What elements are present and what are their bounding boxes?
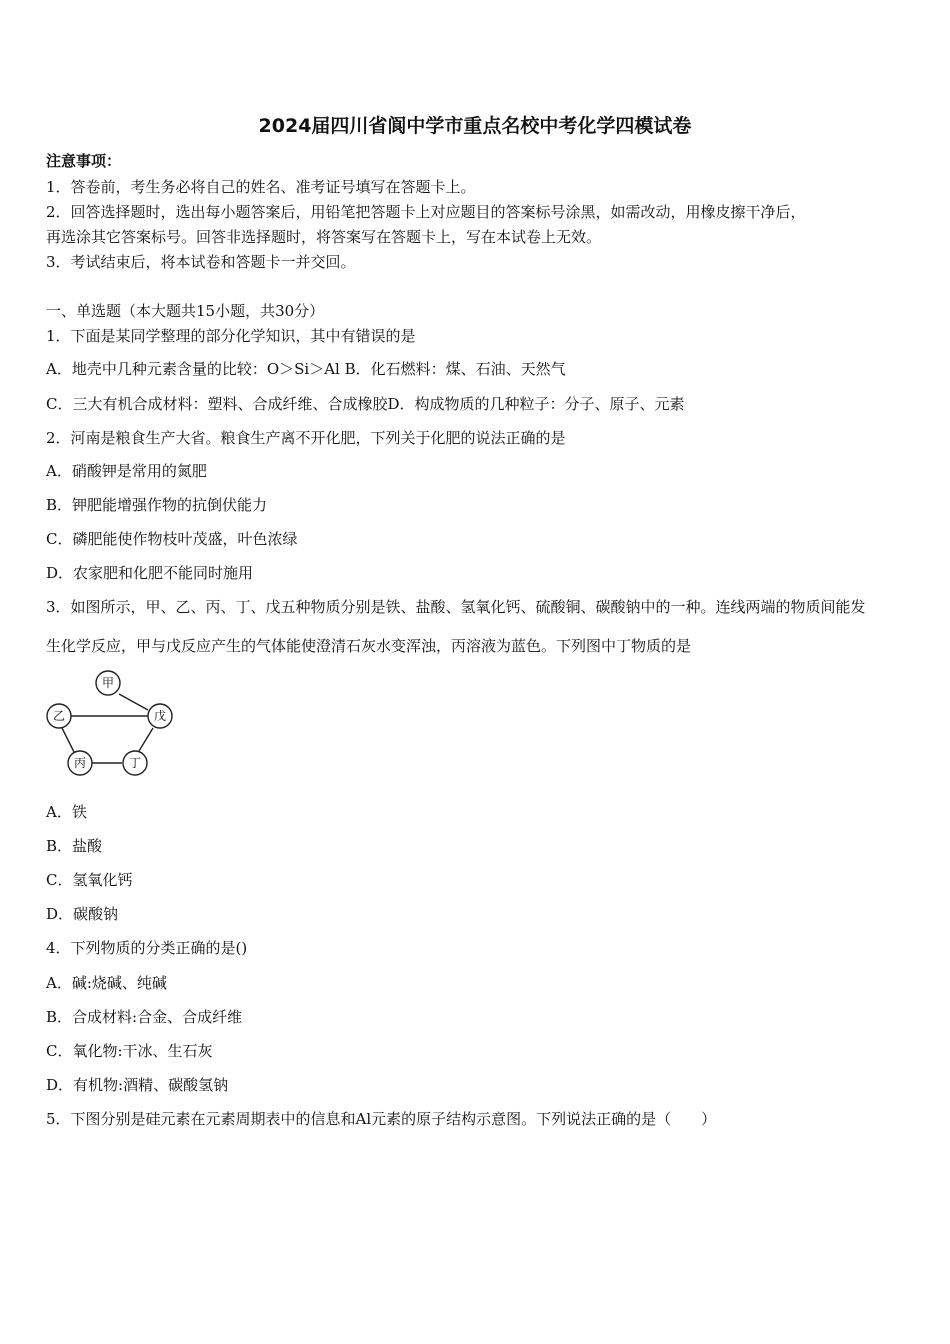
q3-option-b: B．盐酸 (46, 837, 103, 855)
node-wu-label: 戊 (153, 709, 167, 723)
node-bing-label: 丙 (73, 756, 87, 770)
edge-ding-wu (139, 728, 153, 751)
node-ding-label: 丁 (128, 756, 142, 770)
q2-stem: 2．河南是粮食生产大省。粮食生产离不开化肥，下列关于化肥的说法正确的是 (46, 429, 566, 447)
node-yi-label: 乙 (52, 709, 66, 723)
q2-option-b: B．钾肥能增强作物的抗倒伏能力 (46, 496, 268, 514)
node-jia-label: 甲 (101, 676, 115, 690)
section-heading: 一、单选题（本大题共15小题，共30分） (46, 302, 325, 320)
notice-item-1: 1．答卷前，考生务必将自己的姓名、准考证号填写在答题卡上。 (46, 178, 476, 196)
page-title: 2024届四川省阆中学市重点名校中考化学四模试卷 (258, 115, 692, 137)
edge-jia-wu (119, 694, 148, 710)
q4-option-a: A．碱:烧碱、纯碱 (46, 974, 167, 992)
q3-stem-line2: 生化学反应，甲与戊反应产生的气体能使澄清石灰水变浑浊，丙溶液为蓝色。下列图中丁物质的是 (46, 637, 692, 655)
q3-stem-line1: 3．如图所示，甲、乙、丙、丁、戊五种物质分别是铁、盐酸、氢氧化钙、硫酸铜、碳酸钠中的一种。连线两端的物质间能发 (46, 598, 866, 616)
q3-option-c: C．氢氧化钙 (46, 871, 133, 889)
q1-options-ab: A．地壳中几种元素含量的比较：O＞Si＞Al B．化石燃料：煤、石油、天然气 (46, 360, 566, 378)
q5-stem: 5．下图分别是硅元素在元素周期表中的信息和Al元素的原子结构示意图。下列说法正确的是（ ） (46, 1110, 717, 1128)
q2-option-d: D．农家肥和化肥不能同时施用 (46, 564, 254, 582)
q4-stem: 4．下列物质的分类正确的是() (46, 939, 248, 957)
edge-yi-bing (62, 728, 74, 752)
q4-option-b: B．合成材料:合金、合成纤维 (46, 1008, 243, 1026)
q4-option-d: D．有机物:酒精、碳酸氢钠 (46, 1076, 229, 1094)
q3-option-a: A．铁 (46, 803, 87, 821)
q1-options-cd: C．三大有机合成材料：塑料、合成纤维、合成橡胶D．构成物质的几种粒子：分子、原子、元素 (46, 395, 685, 413)
notice-heading: 注意事项： (46, 152, 122, 170)
q3-option-d: D．碳酸钠 (46, 905, 119, 923)
notice-item-3: 3．考试结束后，将本试卷和答题卡一并交回。 (46, 253, 356, 271)
q3-reaction-diagram (40, 666, 180, 782)
q1-stem: 1．下面是某同学整理的部分化学知识，其中有错误的是 (46, 327, 416, 345)
q2-option-a: A．硝酸钾是常用的氮肥 (46, 462, 207, 480)
notice-item-2-cont: 再选涂其它答案标号。回答非选择题时，将答案写在答题卡上，写在本试卷上无效。 (46, 228, 602, 246)
q2-option-c: C．磷肥能使作物枝叶茂盛，叶色浓绿 (46, 530, 298, 548)
q4-option-c: C．氧化物:干冰、生石灰 (46, 1042, 213, 1060)
notice-item-2: 2．回答选择题时，选出每小题答案后，用铅笔把答题卡上对应题目的答案标号涂黑，如需改动，用橡皮擦干净后， (46, 203, 806, 221)
